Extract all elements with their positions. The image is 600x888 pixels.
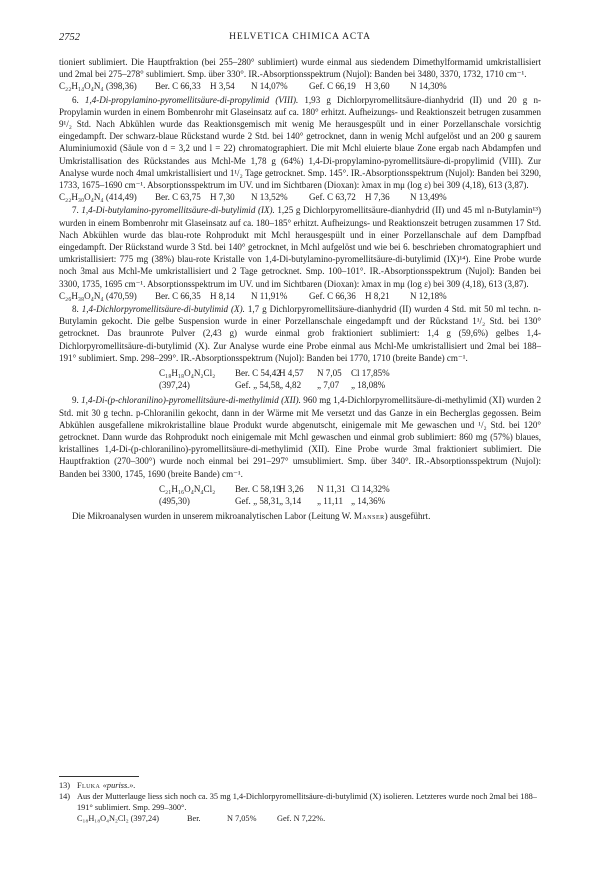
footnote-14: 14) Aus der Mutterlauge liess sich noch ca. 35 mg 1,4-Dichlorpyromellitsäure-di-butylimid (X) isolieren. Letzteres wurde noch 2mal bei 188–191° sublimiert. Smp. 299–300°. bbox=[59, 792, 537, 812]
formula-line-7: C₂₆H₃₈O₄N₄ (470,59) Ber. C 66,35 H 8,14 N 11,91% Gef. C 66,36 H 8,21 N 12,18% bbox=[59, 290, 447, 301]
section-6: 6. 1,4-Di-propylamino-pyromellitsäure-di-propylimid (VIII). 1,93 g Dichlorpyromellitsäure-dianhydrid (II) und 20 g n-Propylamin wurden in einem Bombenrohr mit Glaseinsatz auf ca. 180° erhitzt. Aufheizungs- und Reaktionszeit betrugen zusammen 9¹/₂ Std. Nach Abkühlen wurde das Reaktionsgemisch mit wenig Me herausgespült und in einer Porzellanschale vorsichtig eingedampft. Der schwarz-blaue Rückstand wurde 2 Std. bei 140° getrocknet, dann in wenig Mchl aufgelöst und an 200 g saurem Aluminiumoxid (Säule von d = 3,2 und l = 22) chromatographiert. Die mit Mchl eluierte blaue Zone ergab nach Abdampfen und Umkristallisation des Rückstandes aus Mchl-Me 1,78 g (64%) 1,4-Di-propylamino-pyromellitsäure-di-propylimid (VIII). Zur Analyse wurde noch 4mal umkristallisiert und 1¹/₂ Tage getrocknet. Smp. 145°. IR.-Absorptionsspektrum (Nujol): Banden bei 3290, 1733, 1675–1690 cm⁻¹. Absorptionsspektrum im UV. und im Sichtbaren (Dioxan): λmax in mμ (log ε) bei 309 (4,18), 613 (3,87). bbox=[59, 94, 541, 191]
formula-block-8: C₁₈H₁₈O₄N₂Cl₂ Ber. C 54,42 H 4,57 N 7,05 Cl 17,85% (397,24) Gef. „ 54,58 „ 4,82 „ 7,07 „ 18,08% bbox=[159, 368, 390, 391]
section-6-title: 1,4-Di-propylamino-pyromellitsäure-di-propylimid (VIII). bbox=[84, 94, 299, 105]
section-8: 8. 1,4-Dichlorpyromellitsäure-di-butylimid (X). 1,7 g Dichlorpyromellitsäure-dianhydrid (II) wurden 4 Std. mit 50 ml techn. n-Butylamin gekocht. Die gelbe Suspension wurde in einer Porzellanschale eingedampft und der Rückstand 1¹/₂ Std. bei 130° getrocknet. Das braunrote Pulver (2,43 g) wurde einmal grob fraktioniert sublimiert: 1,4 g (59,6%) gelbes 1,4-Dichlorpyromellitsäure-di-butylimid (X). Zur Analyse wurde eine Probe einmal aus Mchl-Me umkristallisiert und 2mal bei 188–191° sublimiert. Smp. 298–299°. IR.-Absorptionsspektrum (Nujol): Banden bei 1770, 1710 (breite Bande) cm⁻¹. bbox=[59, 304, 542, 363]
formula-line-6: C₂₂H₃₀O₄N₄ (414,49) Ber. C 63,75 H 7,30 N 13,52% Gef. C 63,72 H 7,36 N 13,49% bbox=[59, 192, 447, 203]
paragraph-continuation: tioniert sublimiert. Die Hauptfraktion (bei 255–280° sublimiert) wurde einmal aus siedendem Dimethylformamid umkristallisiert und 2mal bei 275–278° sublimiert. Smp. über 330°. IR.-Absorptionsspektrum (Nujol): Banden bei 3480, 3370, 1732, 1710 cm⁻¹. bbox=[59, 57, 541, 80]
section-8-title: 1,4-Dichlorpyromellitsäure-di-butylimid (X). bbox=[81, 304, 245, 315]
formula-block-9: C₂₁H₁₆O₄N₄Cl₂ Ber. C 58,19 H 3,26 N 11,31 Cl 14,32% (495,30) Gef. „ 58,31 „ 3,14 „ 11,11 „ 14,36% bbox=[159, 483, 390, 507]
footnote-formula: C₁₈H₁₈O₄N₂Cl₂ (397,24) Ber. N 7,05% Gef. N 7,22%. bbox=[77, 814, 326, 823]
page-header bbox=[59, 32, 541, 46]
footnote-rule bbox=[59, 776, 139, 777]
section-9: 9. 1,4-Di-(p-chloranilino)-pyromellitsäure-di-methylimid (XII). 960 mg 1,4-Dichlorpyromellitsäure-di-methylimid (XI) wurden 2 Std. mit 30 g techn. p-Chloranilin gekocht, dann in der Wärme mit Me versetzt und das Ganze in ein Becherglas gegossen. Beim Abkühlen ausgefallene mikrokristalline blaue Produkt wurde abgenutscht, einigemale mit Me gewaschen und ¹/₂ Std. bei 120° getrocknet. Dann wurde das Rohprodukt noch einigemale mit Mchl gewaschen und einmal grob sublimiert: 860 mg (57%) blaues, kristallines 1,4-Di-(p-chloranilino)-pyromellitsäure-di-methylimid (XII). Eine Probe wurde 3mal fraktioniert sublimiert. Die Hauptfraktion (270–300°) wurde noch einmal bei 291–297° umsublimiert. Smp. über 340°. IR.-Absorptionsspektrum (Nujol): Banden bei 3300, 1745, 1690 (breite Bande) cm⁻¹. bbox=[59, 395, 541, 479]
section-7-title: 1,4-Di-butylamino-pyromellitsäure-di-butylimid (IX). bbox=[81, 205, 275, 216]
page-number: 2752 bbox=[59, 32, 80, 43]
formula-line-0: C₂₂H₁₄O₄N₄ (398,36) Ber. C 66,33 H 3,54 N 14,07% Gef. C 66,19 H 3,60 N 14,30% bbox=[59, 81, 447, 92]
footnotes bbox=[59, 780, 541, 824]
article-body bbox=[59, 56, 541, 522]
section-7: 7. 1,4-Di-butylamino-pyromellitsäure-di-butylimid (IX). 1,25 g Dichlorpyromellitsäure-dianhydrid (II) und 45 ml n-Butylamin¹³) wurden in einem Bombenrohr mit Glaseinsatz auf ca. 180–185° erhitzt. Aufheizungs- und Reaktionszeit betrugen zusammen 17 Std. Nach Abkühlen wurde das blau-rote Rohprodukt mit Mchl herausgespült und in einer Porzellanschale auf dem Dampfbad eingedampft. Der Rückstand wurde 3 Std. bei 140° getrocknet, in Mchl aufgelöst und wie bei 6. beschrieben chromatographiert und umkristallisiert: 775 mg (38%) blau-rote Kristalle von 1,4-Di-butylamino-pyromellitsäure-di-butylimid (IX)¹⁴). Eine Probe wurde noch 3mal aus Mchl-Me umkristallisiert und 2 Tage getrocknet. Smp. 100–101°. IR.-Absorptionsspektrum (Nujol): Banden bei 3300, 1735, 1695 cm⁻¹. Absorptionsspektrum im UV. und im Sichtbaren (Dioxan): λmax in mμ (log ε) bei 309 (4,18), 613 (3,87). bbox=[59, 205, 541, 289]
person-name: Manser bbox=[353, 511, 385, 522]
footnote-13: 13) Fluka «puriss.». bbox=[59, 781, 136, 790]
journal-title: HELVETICA CHIMICA ACTA bbox=[229, 32, 371, 42]
acknowledgement: Die Mikroanalysen wurden in unserem mikroanalytischen Labor (Leitung W. Manser) ausgeführt. bbox=[72, 511, 431, 522]
section-9-title: 1,4-Di-(p-chloranilino)-pyromellitsäure-di-methylimid (XII). bbox=[81, 395, 301, 406]
